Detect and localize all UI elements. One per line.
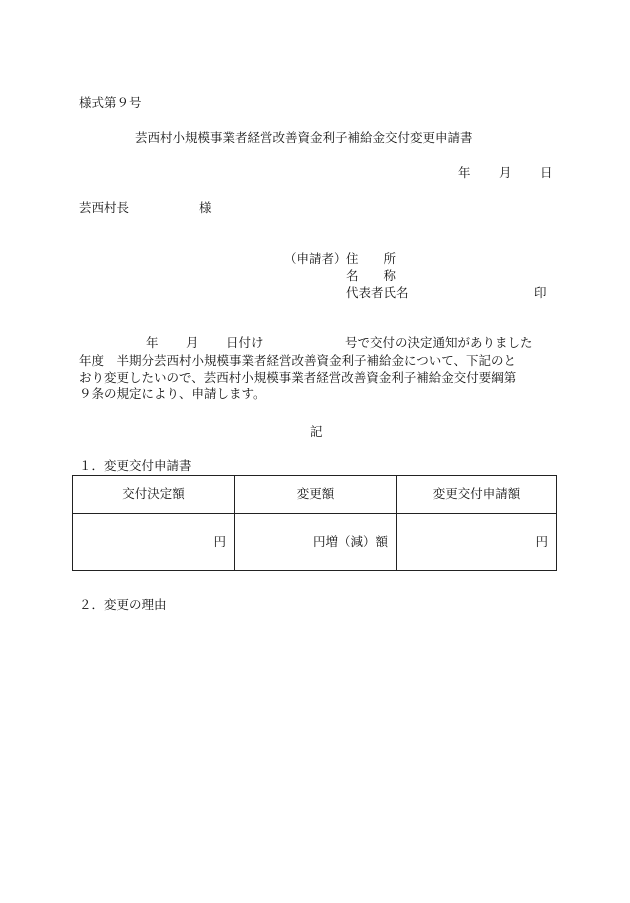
date-year-label: 年 [458,165,471,180]
applicant-address-label: 住 所 [346,251,397,266]
cell-change-amount: 円増（減）額 [235,514,397,571]
body-line2: 年度 半期分芸西村小規模事業者経営改善資金利子補給金について、下記のと [79,353,517,368]
header-decided-amount: 交付決定額 [73,476,235,514]
ki-heading: 記 [310,424,323,439]
body-day-ref: 日付け [226,335,264,350]
addressee-name: 芸西村長 [79,200,130,215]
body-paragraph [79,353,553,403]
date-month-label: 月 [499,165,512,180]
applicant-name-label: 名 称 [346,268,397,283]
body-month: 月 [186,335,199,350]
change-table [72,475,557,571]
addressee-honorific: 様 [199,200,212,215]
body-year: 年 [146,335,159,350]
header-changed-request-amount: 変更交付申請額 [397,476,557,514]
applicant-rep-label: 代表者氏名 [346,285,409,300]
body-notice: 号で交付の決定通知がありました [345,335,533,350]
section2-heading: ２．変更の理由 [79,597,167,612]
seal-mark: 印 [534,285,547,300]
section1-heading: １．変更交付申請書 [79,458,192,473]
applicant-label: （申請者） [284,251,347,266]
table-header-row [73,476,557,514]
header-change-amount: 変更額 [235,476,397,514]
body-line3: おり変更したいので、芸西村小規模事業者経営改善資金利子補給金交付要綱第 [79,369,517,385]
cell-decided-amount: 円 [73,514,235,571]
form-number: 様式第９号 [79,95,142,110]
body-line4: ９条の規定により、申請します。 [79,386,266,401]
page-title: 芸西村小規模事業者経営改善資金利子補給金交付変更申請書 [135,130,473,145]
date-day-label: 日 [540,165,553,180]
table-row [73,514,557,571]
cell-changed-request-amount: 円 [397,514,557,571]
